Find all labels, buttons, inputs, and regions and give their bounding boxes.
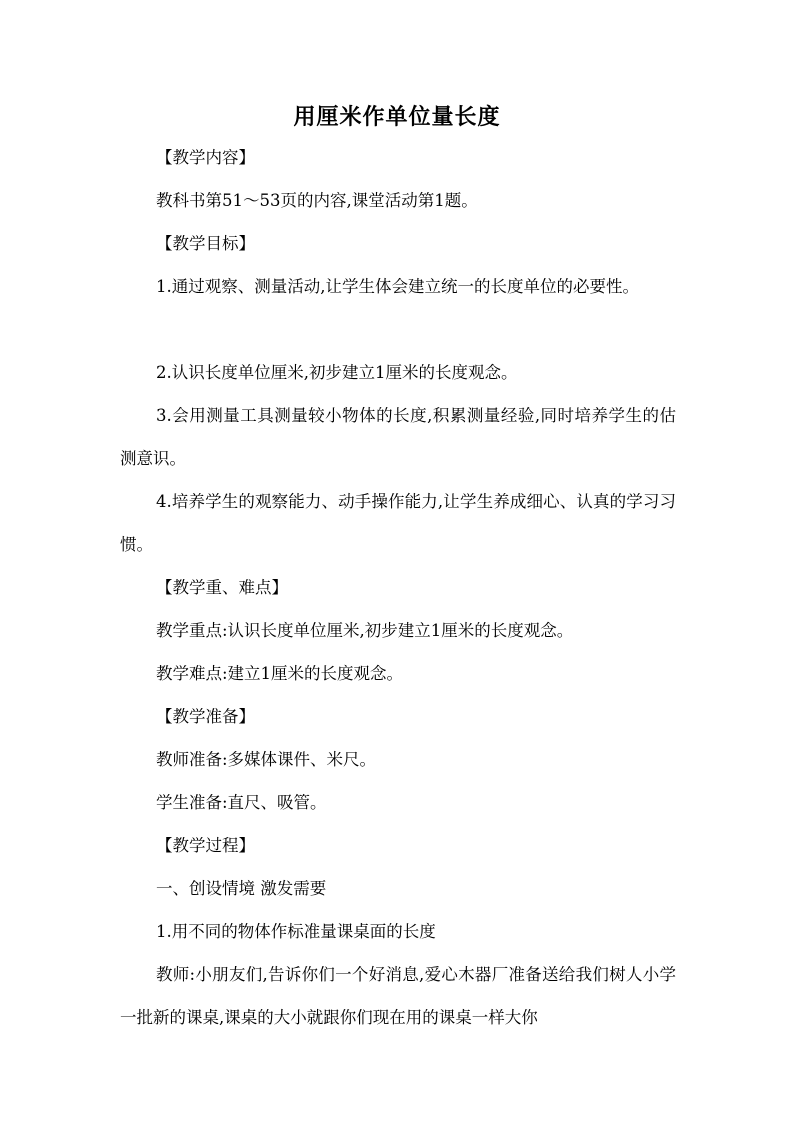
section-heading-preparation: 【教学准备】 bbox=[156, 707, 255, 726]
objective-3: 3.会用测量工具测量较小物体的长度,积累测量经验,同时培养学生的估测意识。 bbox=[120, 406, 676, 468]
teacher-dialogue: 教师:小朋友们,告诉你们一个好消息,爱心木器厂准备送给我们树人小学一批新的课桌,课桌的大小就跟你们现在用的课桌一样大你 bbox=[120, 965, 676, 1027]
student-preparation: 学生准备:直尺、吸管。 bbox=[156, 793, 327, 812]
section-heading-process: 【教学过程】 bbox=[156, 836, 255, 855]
objective-1: 1.通过观察、测量活动,让学生体会建立统一的长度单位的必要性。 bbox=[156, 277, 639, 296]
document-title: 用厘米作单位量长度 bbox=[293, 104, 501, 130]
objective-2: 2.认识长度单位厘米,初步建立1厘米的长度观念。 bbox=[156, 363, 518, 382]
teacher-preparation: 教师准备:多媒体课件、米尺。 bbox=[156, 750, 377, 769]
process-step-heading: 一、创设情境 激发需要 bbox=[156, 879, 327, 898]
process-substep: 1.用不同的物体作标准量课桌面的长度 bbox=[156, 922, 436, 941]
section-heading-objectives: 【教学目标】 bbox=[156, 234, 255, 253]
key-point: 教学重点:认识长度单位厘米,初步建立1厘米的长度观念。 bbox=[156, 621, 574, 640]
section-heading-key-points: 【教学重、难点】 bbox=[156, 578, 288, 597]
paragraph-content: 教科书第51～53页的内容,课堂活动第1题。 bbox=[156, 191, 478, 210]
objective-4: 4.培养学生的观察能力、动手操作能力,让学生养成细心、认真的学习习惯。 bbox=[120, 492, 676, 554]
difficult-point: 教学难点:建立1厘米的长度观念。 bbox=[156, 664, 404, 683]
section-heading-content: 【教学内容】 bbox=[156, 148, 255, 167]
